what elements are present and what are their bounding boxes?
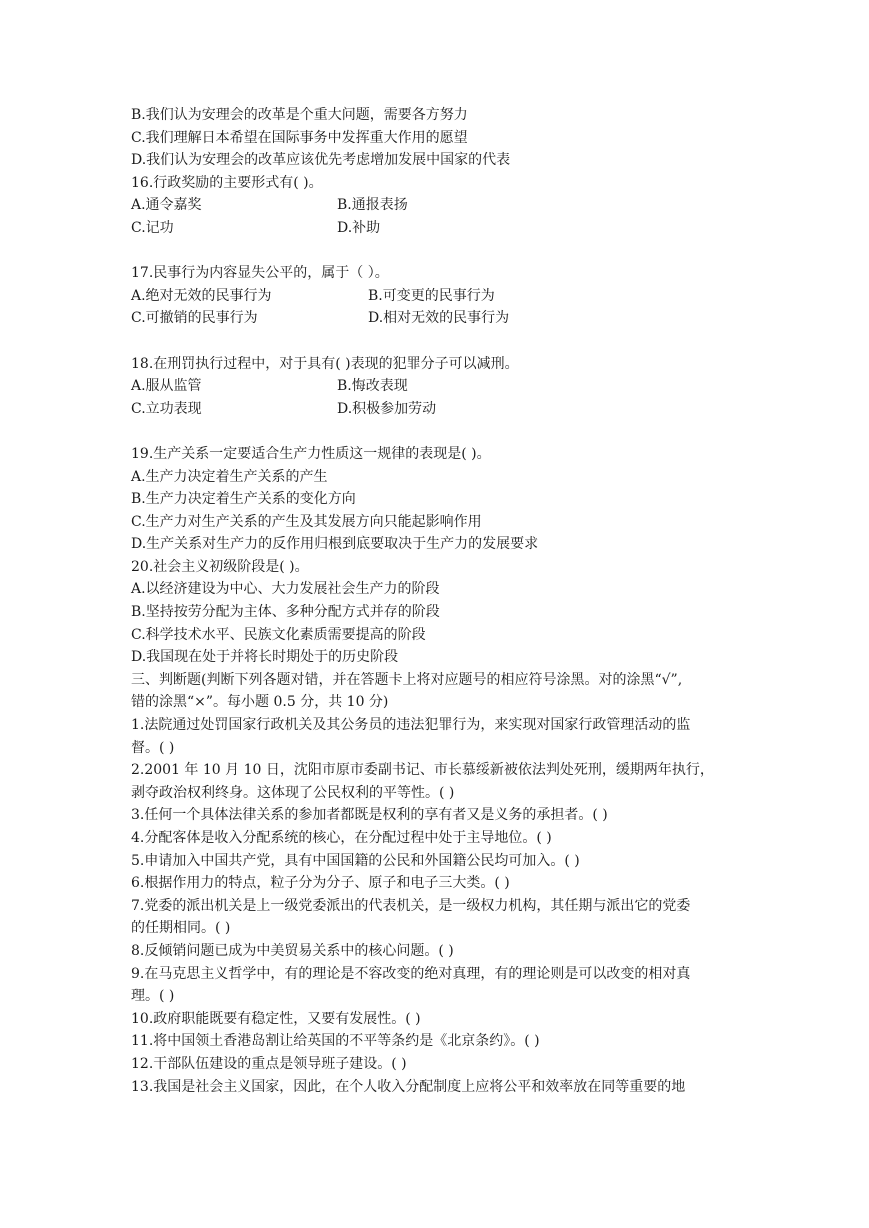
option-16d: D.补助 — [337, 219, 381, 236]
document-page — [131, 104, 741, 1098]
judgment-13: 13.我国是社会主义国家，因此，在个人收入分配制度上应将公平和效率放在同等重要的地 — [131, 1078, 686, 1095]
options-16-row1 — [131, 194, 741, 217]
option-18b: B.悔改表现 — [337, 378, 408, 395]
options-16-row2 — [131, 217, 741, 240]
options-17-row1 — [131, 285, 741, 308]
judgment-8: 8.反倾销问题已成为中美贸易关系中的核心问题。( ) — [131, 942, 454, 959]
option-16c: C.记功 — [131, 219, 174, 236]
judgment-9-cont: 理。( ) — [131, 988, 175, 1005]
spacer — [131, 330, 741, 353]
judgment-1-cont: 督。( ) — [131, 739, 175, 756]
option-17a: A.绝对无效的民事行为 — [131, 287, 272, 304]
option-15b: B.我们认为安理会的改革是个重大问题，需要各方努力 — [131, 107, 468, 123]
judgment-11: 11.将中国领土香港岛割让给英国的不平等条约是《北京条约》。( ) — [131, 1033, 540, 1050]
question-17: 17.民事行为内容显失公平的，属于（ ）。 — [131, 265, 389, 282]
option-15d: D.我们认为安理会的改革应该优先考虑增加发展中国家的代表 — [131, 152, 511, 169]
section-heading-judgment: 三、判断题(判断下列各题对错，并在答题卡上将对应题号的相应符号涂黑。对的涂黑“√”, — [131, 671, 683, 688]
option-16b: B.通报表扬 — [337, 197, 408, 214]
option-19a: A.生产力决定着生产关系的产生 — [131, 468, 328, 485]
spacer — [131, 240, 741, 263]
judgment-12: 12.干部队伍建设的重点是领导班子建设。( ) — [131, 1055, 407, 1072]
question-20: 20.社会主义初级阶段是( )。 — [131, 558, 309, 575]
judgment-7: 7.党委的派出机关是上一级党委派出的代表机关，是一级权力机构，其任期与派出它的党委 — [131, 897, 691, 914]
option-20c: C.科学技术水平、民族文化素质需要提高的阶段 — [131, 626, 426, 643]
option-20b: B.坚持按劳分配为主体、多种分配方式并存的阶段 — [131, 604, 440, 621]
option-19d: D.生产关系对生产力的反作用归根到底要取决于生产力的发展要求 — [131, 536, 539, 553]
option-18a: A.服从监管 — [131, 378, 202, 395]
judgment-2-cont: 剥夺政治权利终身。这体现了公民权利的平等性。( ) — [131, 784, 455, 801]
option-19c: C.生产力对生产关系的产生及其发展方向只能起影响作用 — [131, 513, 482, 530]
judgment-6: 6.根据作用力的特点，粒子分为分子、原子和电子三大类。( ) — [131, 875, 510, 892]
options-18-row1 — [131, 375, 741, 398]
option-18d: D.积极参加劳动 — [337, 400, 437, 417]
judgment-3: 3.任何一个具体法律关系的参加者都既是权利的享有者又是义务的承担者。( ) — [131, 807, 608, 824]
question-19: 19.生产关系一定要适合生产力性质这一规律的表现是( )。 — [131, 445, 491, 462]
question-18: 18.在刑罚执行过程中，对于具有( )表现的犯罪分子可以减刑。 — [131, 355, 519, 372]
option-17c: C.可撤销的民事行为 — [131, 310, 258, 327]
option-18c: C.立功表现 — [131, 400, 202, 417]
option-17b: B.可变更的民事行为 — [368, 287, 495, 304]
section-heading-judgment-cont: 错的涂黑“×”。每小题 0.5 分，共 10 分) — [131, 694, 389, 711]
option-20a: A.以经济建设为中心、大力发展社会生产力的阶段 — [131, 581, 440, 598]
judgment-9: 9.在马克思主义哲学中，有的理论是不容改变的绝对真理，有的理论则是可以改变的相对真 — [131, 965, 691, 982]
option-15c: C.我们理解日本希望在国际事务中发挥重大作用的愿望 — [131, 129, 468, 146]
options-18-row2 — [131, 398, 741, 421]
option-19b: B.生产力决定着生产关系的变化方向 — [131, 491, 356, 508]
option-17d: D.相对无效的民事行为 — [368, 310, 510, 327]
judgment-2: 2.2001 年 10 月 10 日，沈阳市原市委副书记、市长慕绥新被依法判处死刑，缓期两年执行， — [131, 762, 714, 779]
judgment-7-cont: 的任期相同。( ) — [131, 920, 231, 937]
judgment-10: 10.政府职能既要有稳定性，又要有发展性。( ) — [131, 1010, 421, 1027]
question-16: 16.行政奖励的主要形式有( )。 — [131, 174, 323, 191]
judgment-5: 5.申请加入中国共产党，具有中国国籍的公民和外国籍公民均可加入。( ) — [131, 852, 580, 869]
spacer — [131, 420, 741, 443]
judgment-1: 1.法院通过处罚国家行政机关及其公务员的违法犯罪行为，来实现对国家行政管理活动的监 — [131, 717, 691, 734]
options-17-row2 — [131, 307, 741, 330]
option-20d: D.我国现在处于并将长时期处于的历史阶段 — [131, 649, 399, 666]
judgment-4: 4.分配客体是收入分配系统的核心，在分配过程中处于主导地位。( ) — [131, 830, 552, 846]
option-16a: A.通令嘉奖 — [131, 197, 202, 214]
